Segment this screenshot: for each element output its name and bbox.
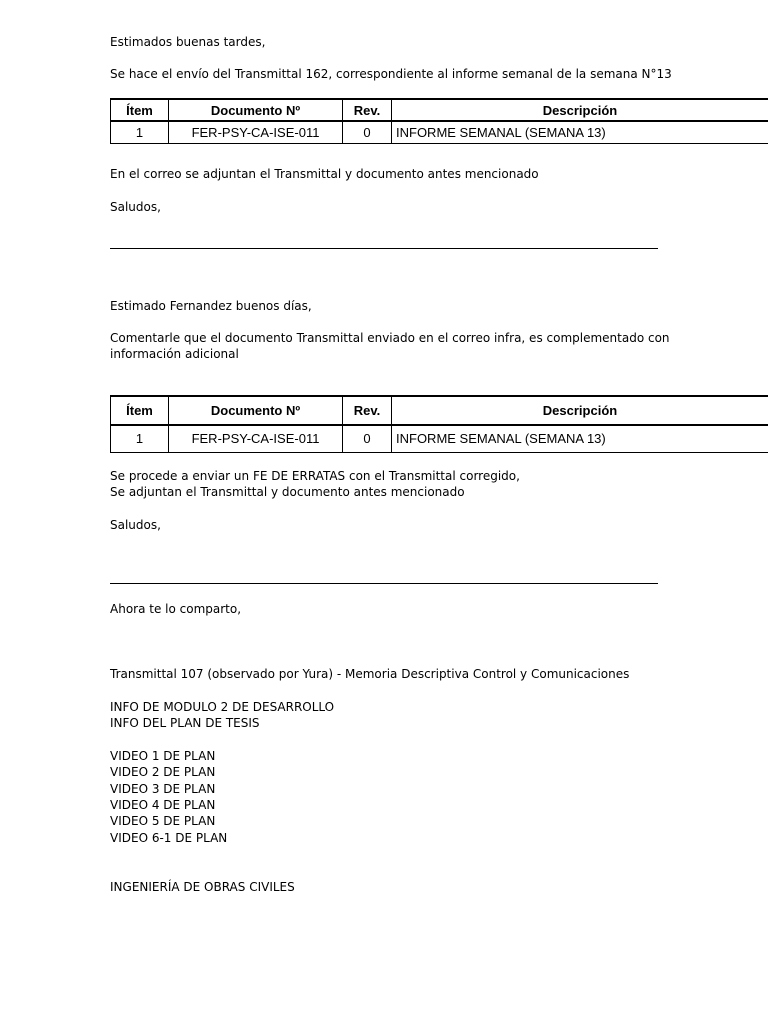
table-header-row <box>111 99 768 121</box>
transmittal-table-1 <box>110 98 768 144</box>
attachments-1: En el correo se adjuntan el Transmittal y documento antes mencionado <box>110 167 539 181</box>
info-line-1: INFO DE MODULO 2 DE DESARROLLO <box>110 700 335 714</box>
transmittal-table-2 <box>110 395 768 453</box>
table-row <box>111 121 768 143</box>
header-description: Descripción <box>392 99 768 121</box>
table-row <box>111 425 768 452</box>
video-item: VIDEO 5 DE PLAN <box>110 814 216 828</box>
note-2-line2: Se adjuntan el Transmittal y documento antes mencionado <box>110 485 465 499</box>
cell-description: INFORME SEMANAL (SEMANA 13) <box>392 425 768 452</box>
header-description: Descripción <box>392 396 768 425</box>
video-item: VIDEO 4 DE PLAN <box>110 798 216 812</box>
cell-item: 1 <box>111 121 169 143</box>
header-rev: Rev. <box>343 396 392 425</box>
video-item: VIDEO 1 DE PLAN <box>110 749 216 763</box>
transmittal-note: Transmittal 107 (observado por Yura) - Memoria Descriptiva Control y Comunicaciones <box>110 667 630 681</box>
footer-line: INGENIERÍA DE OBRAS CIVILES <box>110 880 295 894</box>
cell-item: 1 <box>111 425 169 452</box>
cell-document: FER-PSY-CA-ISE-011 <box>169 425 343 452</box>
share-line: Ahora te lo comparto, <box>110 602 242 616</box>
header-document: Documento Nº <box>169 396 343 425</box>
video-item: VIDEO 6-1 DE PLAN <box>110 831 228 845</box>
cell-document: FER-PSY-CA-ISE-011 <box>169 121 343 143</box>
divider-2 <box>110 583 658 584</box>
intro-2-line2: información adicional <box>110 347 239 361</box>
table-header-row <box>111 396 768 425</box>
info-line-2: INFO DEL PLAN DE TESIS <box>110 716 260 730</box>
closing-2: Saludos, <box>110 518 161 532</box>
divider-1 <box>110 248 658 249</box>
greeting-2: Estimado Fernandez buenos días, <box>110 299 312 313</box>
intro-1: Se hace el envío del Transmittal 162, correspondiente al informe semanal de la semana N°13 <box>110 67 672 81</box>
greeting-1: Estimados buenas tardes, <box>110 35 266 49</box>
intro-2-line1: Comentarle que el documento Transmittal enviado en el correo infra, es complementado con <box>110 331 670 345</box>
video-item: VIDEO 2 DE PLAN <box>110 765 216 779</box>
header-rev: Rev. <box>343 99 392 121</box>
note-2-line1: Se procede a enviar un FE DE ERRATAS con el Transmittal corregido, <box>110 469 520 483</box>
header-item: Ítem <box>111 396 169 425</box>
cell-rev: 0 <box>343 425 392 452</box>
video-item: VIDEO 3 DE PLAN <box>110 782 216 796</box>
header-document: Documento Nº <box>169 99 343 121</box>
cell-description: INFORME SEMANAL (SEMANA 13) <box>392 121 768 143</box>
header-item: Ítem <box>111 99 169 121</box>
closing-1: Saludos, <box>110 200 161 214</box>
cell-rev: 0 <box>343 121 392 143</box>
